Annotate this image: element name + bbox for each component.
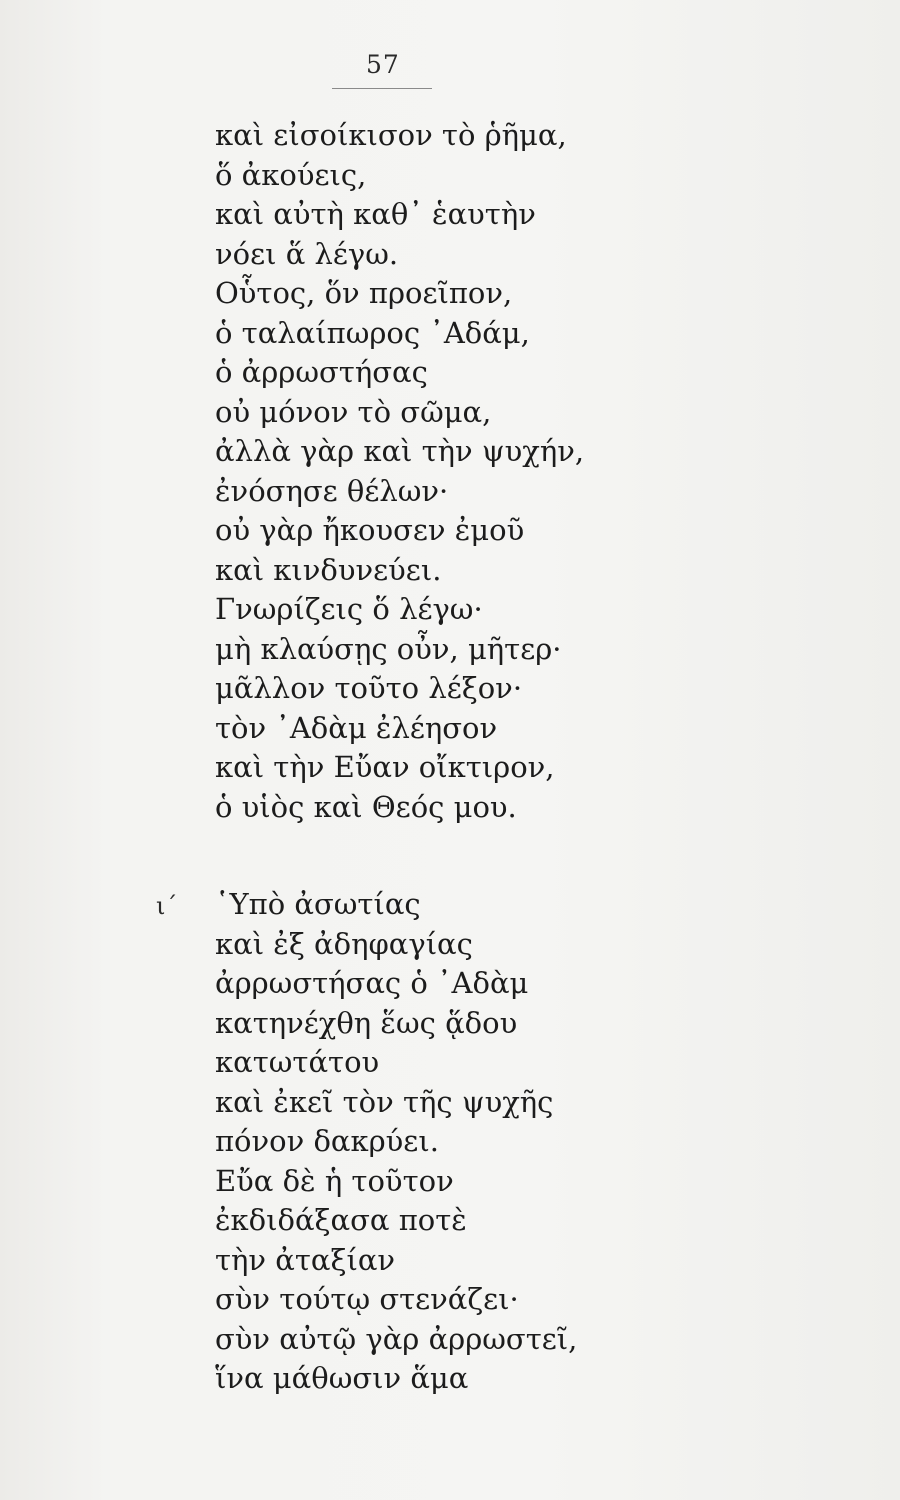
stanza-2 xyxy=(215,885,577,1399)
poem-line: καὶ τὴν Εὔαν οἴκτιρον, xyxy=(215,750,555,784)
poem-line: ἐνόσησε θέλων· xyxy=(215,473,449,508)
header-rule xyxy=(332,88,432,89)
poem-line: Οὗτος, ὅν προεῖπον, xyxy=(215,276,513,310)
poem-line: κατηνέχθη ἕως ᾅδου xyxy=(215,1005,518,1040)
poem-line: ῾Υπὸ ἀσωτίας xyxy=(215,887,421,921)
poem-line: καὶ εἰσοίκισον τὸ ῥῆμα, xyxy=(215,118,567,152)
poem-line: μᾶλλον τοῦτο λέξον· xyxy=(215,671,523,705)
poem-line: τὸν ᾿Αδὰμ ἐλέησον xyxy=(215,710,498,745)
poem-line: ὅ ἀκούεις, xyxy=(215,157,367,192)
poem-line: ὁ ταλαίπωρος ᾿Αδάμ, xyxy=(215,315,530,350)
stanza-1 xyxy=(215,116,584,827)
poem-line: ἀρρωστήσας ὁ ᾿Αδὰμ xyxy=(215,966,529,1000)
poem-line: οὐ γὰρ ἤκουσεν ἐμοῦ xyxy=(215,513,525,547)
poem-line: Γνωρίζεις ὅ λέγω· xyxy=(215,592,483,626)
page-number: 57 xyxy=(366,50,400,79)
poem-line: καὶ αὐτὴ καθ᾽ ἑαυτὴν xyxy=(215,197,536,231)
poem-line: μὴ κλαύσῃς οὖν, μῆτερ· xyxy=(215,631,562,666)
poem-line: ἵνα μάθωσιν ἅμα xyxy=(215,1361,469,1395)
poem-line: σὺν αὐτῷ γὰρ ἀρρωστεῖ, xyxy=(215,1321,578,1356)
poem-line: κατωτάτου xyxy=(215,1045,380,1079)
poem-line: σὺν τούτῳ στενάζει· xyxy=(215,1282,519,1316)
stanza-marker: ι´ xyxy=(156,892,178,920)
poem-line: οὐ μόνον τὸ σῶμα, xyxy=(215,394,492,429)
poem-line: ἐκδιδάξασα ποτὲ xyxy=(215,1203,467,1237)
poem-line: καὶ ἐκεῖ τὸν τῆς ψυχῆς xyxy=(215,1084,554,1119)
poem-line: καὶ κινδυνεύει. xyxy=(215,552,442,587)
poem-line: πόνον δακρύει. xyxy=(215,1124,439,1158)
poem-line: ὁ ἀρρωστήσας xyxy=(215,355,428,389)
poem-line: τὴν ἀταξίαν xyxy=(215,1242,396,1277)
poem-line: ὁ υἱὸς καὶ Θεός μου. xyxy=(215,789,517,824)
poem-line: νόει ἅ λέγω. xyxy=(215,236,399,271)
poem-line: ἀλλὰ γὰρ καὶ τὴν ψυχήν, xyxy=(215,434,585,468)
poem-line: Εὔα δὲ ἡ τοῦτον xyxy=(215,1163,454,1198)
poem-line: καὶ ἐξ ἀδηφαγίας xyxy=(215,926,473,961)
